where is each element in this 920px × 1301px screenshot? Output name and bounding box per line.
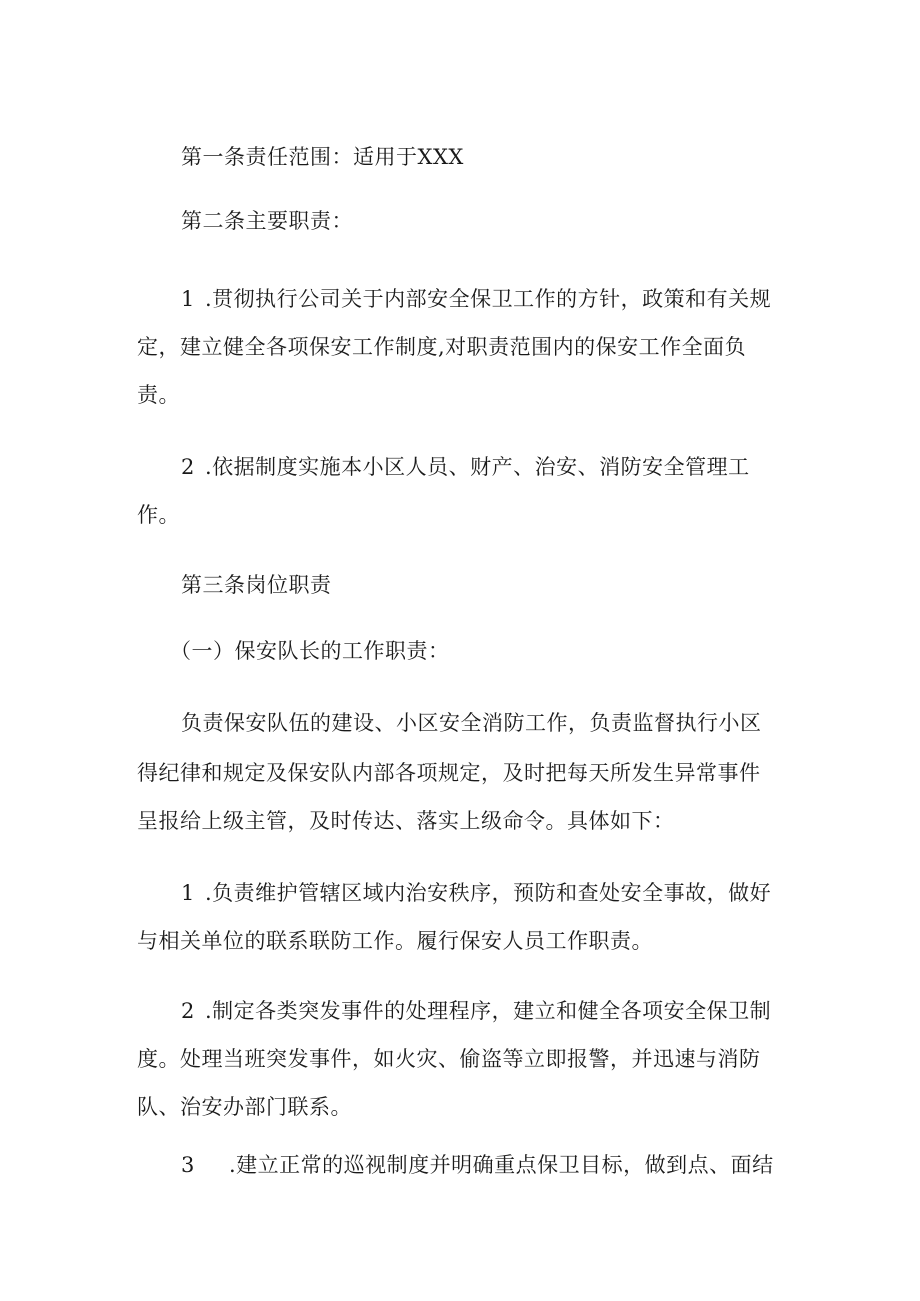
captain-duty-1-text: .负责维护管辖区域内治安秩序，预防和查处安全事故，做好 xyxy=(205,881,772,905)
item-number: 2 xyxy=(181,455,195,479)
duty-2-line-1 xyxy=(181,452,831,482)
captain-duty-1-line-2 xyxy=(137,926,787,956)
duty-2-text-end: 作。 xyxy=(137,503,180,527)
captain-intro-line-1 xyxy=(181,708,831,738)
captain-duty-2-text-end: 队、治安办部门联系。 xyxy=(137,1095,352,1119)
duty-1-line-1 xyxy=(181,284,831,314)
item-number: 2 xyxy=(181,999,195,1023)
captain-duty-1-text-end: 与相关单位的联系联防工作。履行保安人员工作职责。 xyxy=(137,929,653,953)
captain-duty-2-line-3 xyxy=(137,1092,787,1122)
item-number: 1 xyxy=(181,881,195,905)
captain-intro-text-cont: 得纪律和规定及保安队内部各项规定，及时把每天所发生异常事件 xyxy=(137,761,761,785)
captain-intro-text: 负责保安队伍的建设、小区安全消防工作，负责监督执行小区 xyxy=(181,711,762,735)
article-2-heading xyxy=(181,206,831,236)
captain-duty-1-line-1 xyxy=(181,878,831,908)
item-number: 3 xyxy=(181,1153,195,1177)
section-1-heading xyxy=(170,636,820,666)
duty-1-text-end: 责。 xyxy=(137,383,180,407)
captain-duty-2-line-2 xyxy=(137,1044,787,1074)
item-number: 1 xyxy=(181,287,195,311)
duty-2-text: .依据制度实施本小区人员、财产、治安、消防安全管理工 xyxy=(205,455,750,479)
article-1-heading xyxy=(181,142,831,172)
captain-duty-2-text: .制定各类突发事件的处理程序，建立和健全各项安全保卫制 xyxy=(205,999,772,1023)
duty-1-text: .贯彻执行公司关于内部安全保卫工作的方针，政策和有关规 xyxy=(205,287,772,311)
article-2-text: 第二条主要职责： xyxy=(181,209,353,233)
duty-1-line-3 xyxy=(137,380,787,410)
duty-1-line-2 xyxy=(137,332,787,362)
duty-2-line-2 xyxy=(137,500,787,530)
article-3-heading xyxy=(181,570,831,600)
captain-intro-text-end: 呈报给上级主管，及时传达、落实上级命令。具体如下： xyxy=(137,809,675,833)
captain-intro-line-2 xyxy=(137,758,787,788)
captain-duty-3-line-1 xyxy=(181,1150,831,1180)
section-1-text: （一）保安队长的工作职责： xyxy=(170,639,450,663)
captain-intro-line-3 xyxy=(137,806,787,836)
duty-1-text-cont: 定，建立健全各项保安工作制度,对职责范围内的保安工作全面负 xyxy=(137,335,747,359)
article-3-text: 第三条岗位职责 xyxy=(181,573,332,597)
captain-duty-2-text-cont: 度。处理当班突发事件，如火灾、偷盗等立即报警，并迅速与消防 xyxy=(137,1047,761,1071)
captain-duty-2-line-1 xyxy=(181,996,831,1026)
captain-duty-3-text: .建立正常的巡视制度并明确重点保卫目标，做到点、面结 xyxy=(229,1153,774,1177)
article-1-text: 第一条责任范围：适用于XXX xyxy=(181,145,464,169)
